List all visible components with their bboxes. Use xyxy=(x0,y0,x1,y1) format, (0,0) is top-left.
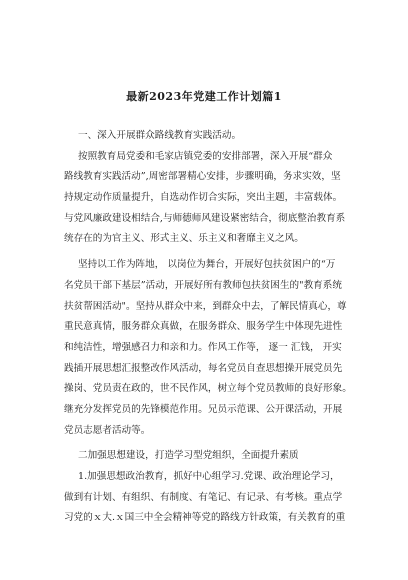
paragraph-line: 路线教育实践活动”,周密部署精心安排，步骤明确，务求实效，坚 xyxy=(64,171,341,182)
paragraph-line: 持规定动作质量提升，自选动作切合实际，突出主题，丰富载体。 xyxy=(64,192,343,203)
paragraph-line: 党员志愿者活动等。 xyxy=(64,425,151,436)
paragraph-line: 做到有计划、有组织、有制度、有笔记、有记录、有考核。重点学 xyxy=(64,492,343,503)
heading-section-1: 一、深入开展群众路线教育实践活动。 xyxy=(78,130,242,141)
paragraph-line: 统存在的为官主义、形式主义、乐主义和奢靡主义之风。 xyxy=(64,233,304,244)
paragraph-line: 重民意真情，服务群众真做，在服务群众、服务学生中体现先进性 xyxy=(64,321,343,332)
paragraph-line: 与党风廉政建设相结合,与师德师风建设紧密结合，彻底整治教育系 xyxy=(64,213,346,224)
heading-section-2: 二加强思想建设，打造学习型党组织，全面提升素质 xyxy=(78,450,299,461)
paragraph-line: 和纯洁性，增强感召力和亲和力。作风工作等， 逐一 汇钱， 开实 xyxy=(64,342,342,353)
paragraph-line: 践插开展思想汇报整改作风活动，每名党员自查思想操开展党员先 xyxy=(64,363,343,374)
paragraph-line: 习党的ｘ大.ｘ国三中全会精神等党的路线方针政策，有关教育的重 xyxy=(64,512,346,523)
paragraph-line: 名党员干部下基层”活动，开展好所有教师包扶贫困生的"教育系统 xyxy=(64,280,342,291)
paragraph-line: 继充分发挥党员的先锋模范作用。兄员示范课、公开课活动，开展 xyxy=(64,404,343,415)
paragraph-line: 操岗、党员责在政的，世不民作风，树立每个党员教师的良好形象。 xyxy=(64,383,352,394)
paragraph-line: 坚持以工作为阵地， 以岗位为舞台，开展好包扶贫困户的“万 xyxy=(78,259,336,270)
paragraph-line: 1.加强思想政治教育，抓好中心组学习.党课、政治理论学习， xyxy=(78,471,340,482)
paragraph-line: 按照教育局党委和毛家店镇党委的安排部署，深入开展“群众 xyxy=(78,151,333,162)
paragraph-line: 扶贫帮困活动"。坚持从群众中来，到群众中去，了解民情真心，尊 xyxy=(64,301,347,312)
document-title: 最新2023年党建工作计划篇1 xyxy=(126,90,282,103)
